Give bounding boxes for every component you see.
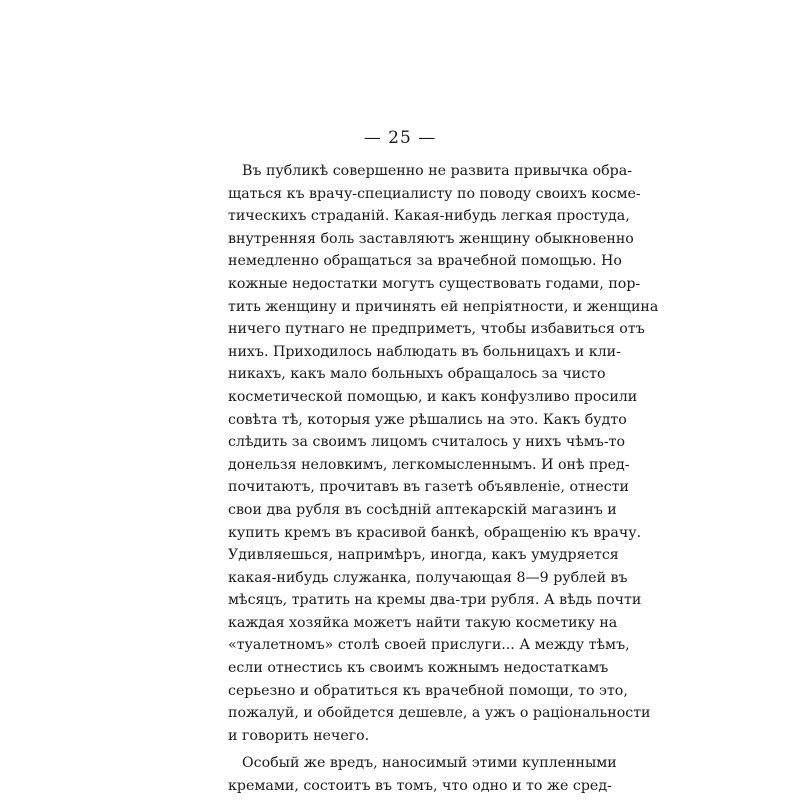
body-text: [228, 160, 659, 798]
text-line: почитаютъ, прочитавъ въ газетѣ объявленіе, отнести: [228, 479, 629, 496]
text-line: щаться къ врачу-специалисту по поводу своихъ космe-: [228, 185, 641, 202]
text-line: и говорить нечего.: [228, 727, 370, 744]
text-line: тическихъ страданій. Какая-нибудь легкая простуда,: [228, 208, 630, 225]
text-line: косметической помощью, и какъ конфузливо просили: [228, 388, 638, 405]
text-line: Особый же вредъ, наносимый этими купленными: [242, 755, 617, 772]
text-line: «туалетномъ» столѣ своей прислуги... А между тѣмъ,: [228, 637, 630, 654]
text-line: слѣдить за своимъ лицомъ считалось у нихъ чѣмъ-то: [228, 434, 626, 451]
text-line: купить кремъ въ красивой банкѣ, обращенію къ врачу.: [228, 524, 642, 541]
text-line: кожные недостатки могутъ существовать годами, пор-: [228, 275, 641, 292]
text-line: свои два рубля въ сосѣдній аптекарскій магазинъ и: [228, 501, 617, 518]
text-line: нихъ. Приходилось наблюдать въ больницахъ и кли-: [228, 343, 621, 360]
text-line: никахъ, какъ мало больныхъ обращалось за чисто: [228, 366, 606, 383]
text-line: Удивляешься, напримѣръ, иногда, какъ умудряется: [228, 547, 619, 564]
page-number: — 25 —: [363, 128, 437, 148]
paragraph-1: [228, 160, 659, 747]
text-line: какая-нибудь служанка, получающая 8—9 рублей въ: [228, 569, 628, 586]
text-line: донельзя неловкимъ, легкомысленнымъ. И онѣ пред-: [228, 456, 630, 473]
text-line: тить женщину и причинять ей непріятности, и женщина: [228, 298, 659, 315]
text-line: пожалуй, и обойдется дешевле, а ужъ о раціональности: [228, 705, 651, 722]
text-line: Въ публикѣ совершенно не развита привычка обра-: [242, 163, 633, 179]
text-line: внутренняя боль заставляютъ женщину обыкновенно: [228, 230, 634, 247]
text-line: совѣта тѣ, которыя уже рѣшались на это. Какъ будто: [228, 411, 627, 428]
text-line: каждая хозяйка можетъ найти такую косметику на: [228, 614, 618, 631]
paragraph-2: [228, 752, 617, 797]
text-line: немедленно обращаться за врачебной помощью. Но: [228, 253, 622, 270]
text-line: если отнестись къ своимъ кожнымъ недостаткамъ: [228, 660, 609, 677]
text-line: мѣсяцъ, тратить на кремы два-три рубля. А вѣдь почти: [228, 592, 642, 609]
text-line: кремами, состоитъ въ томъ, что одно и то же сред-: [228, 778, 612, 795]
text-line: серьезно и обратиться къ врачебной помощи, то это,: [228, 682, 628, 699]
text-line: ничего путнаго не предприметъ, чтобы избавиться отъ: [228, 321, 645, 338]
